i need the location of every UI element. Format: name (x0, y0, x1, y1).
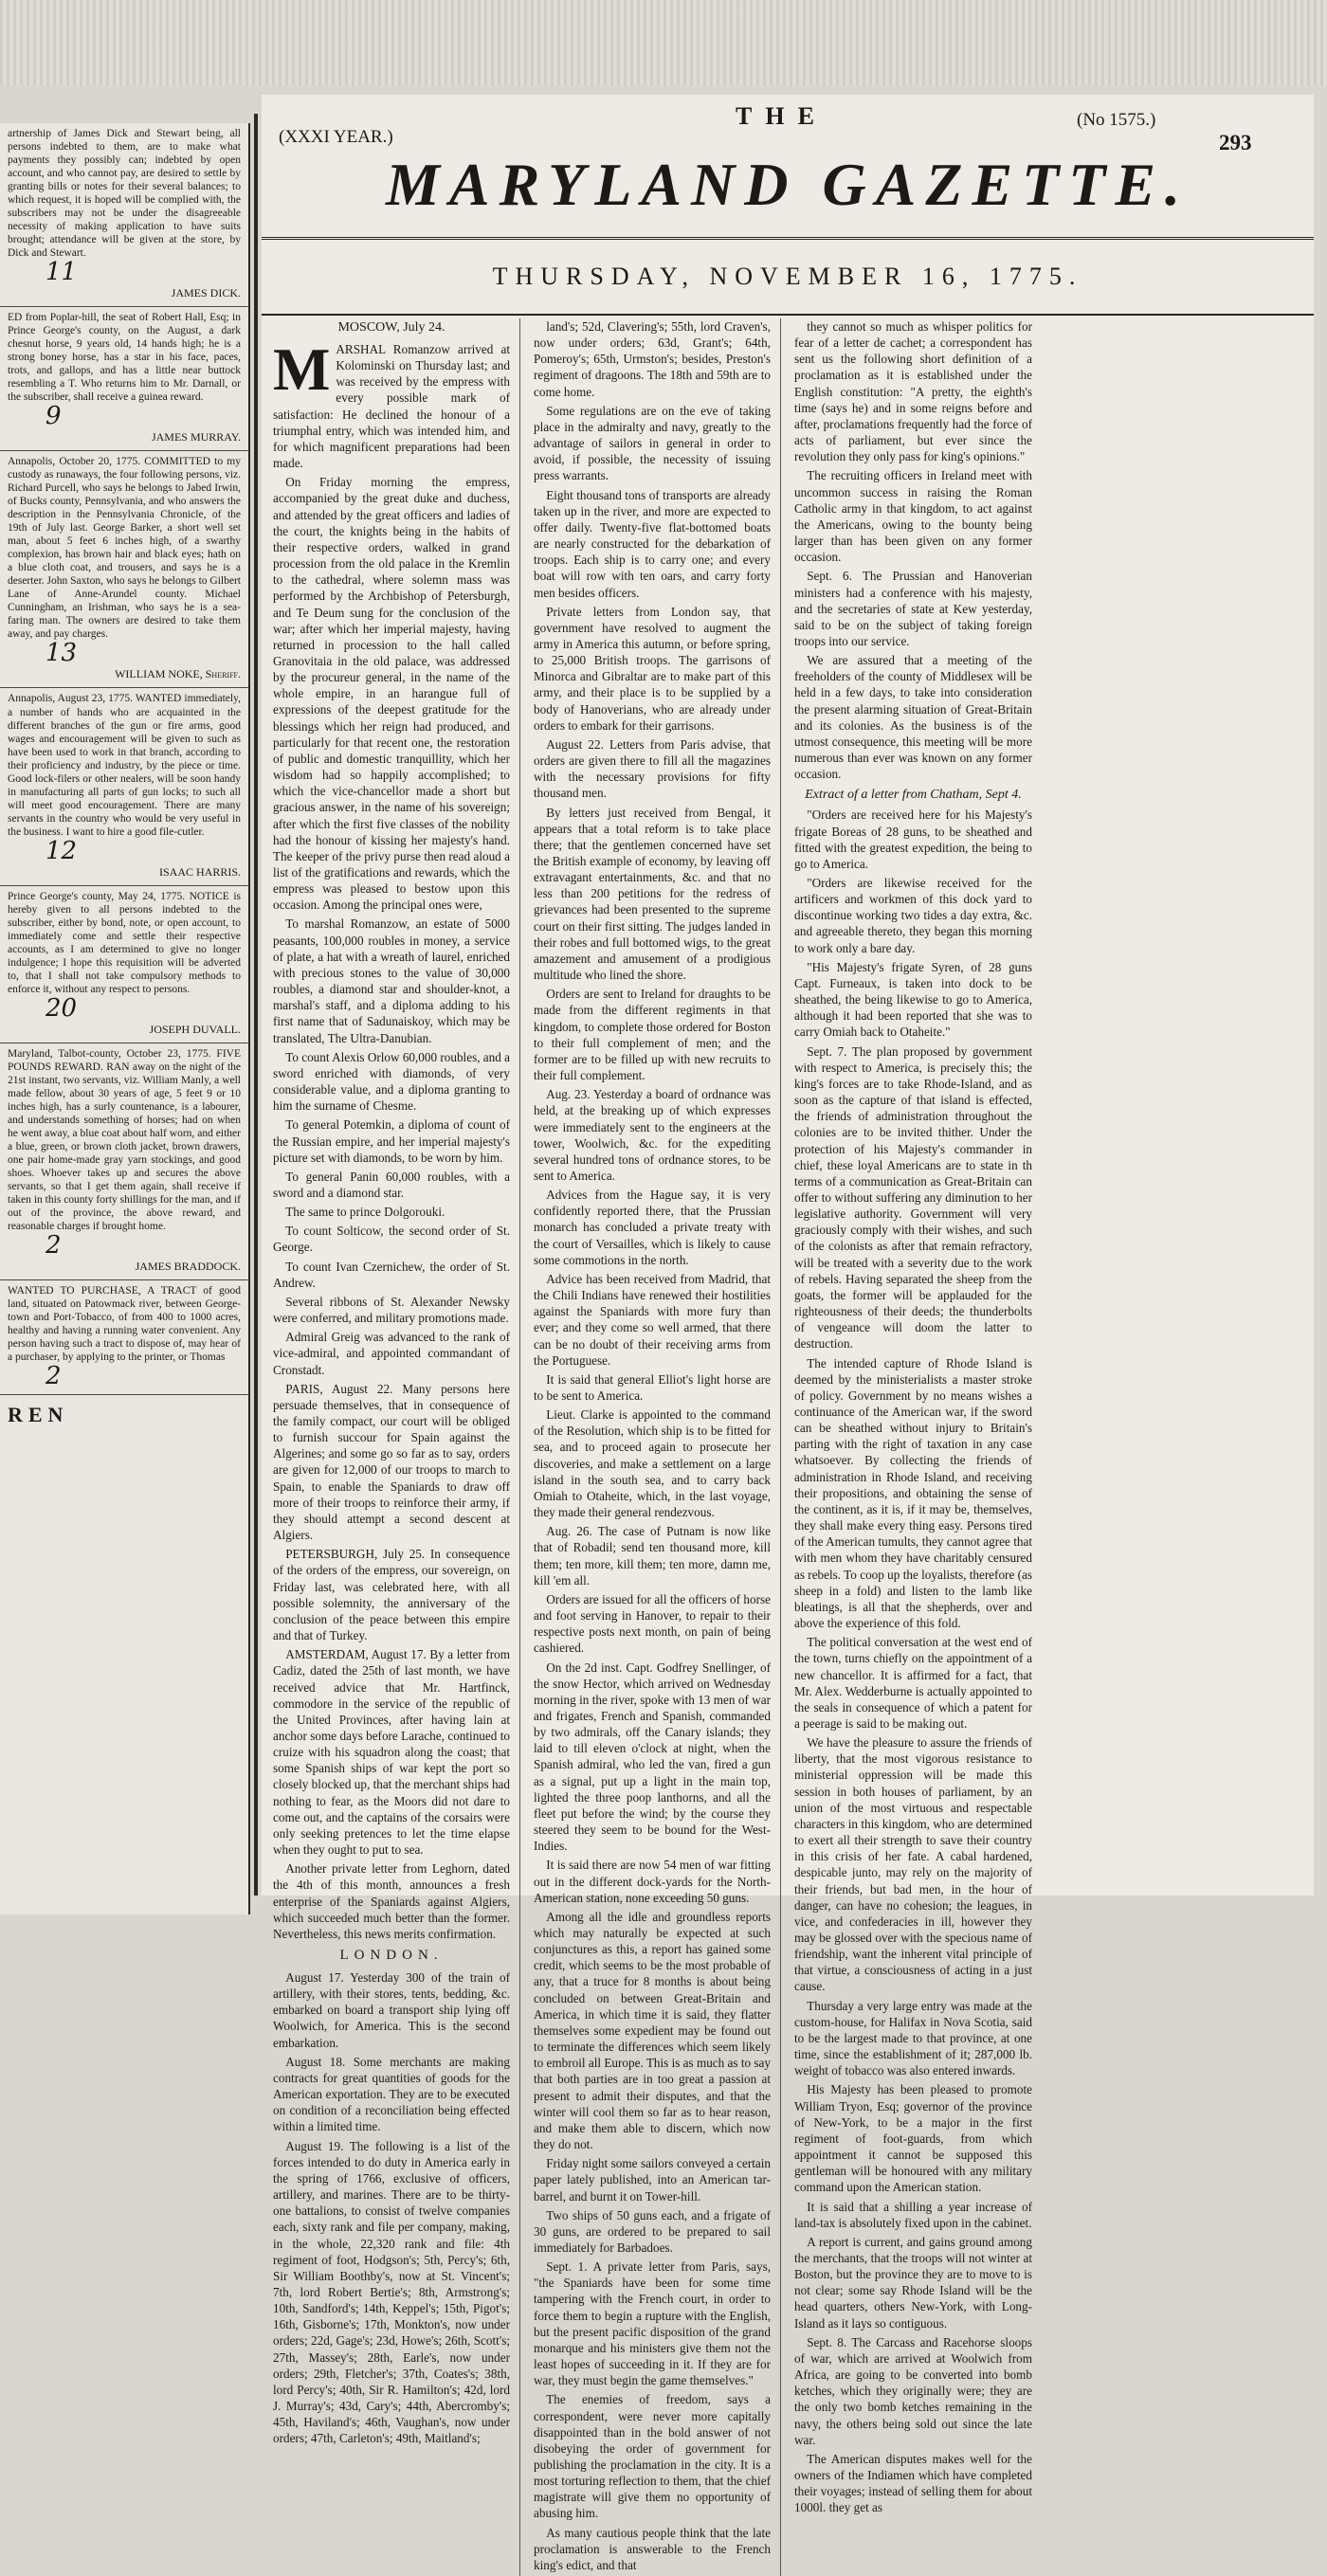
article-paragraph: Sept. 7. The plan proposed by government with respect to America, is precisely this; the king's forces are to take Rhode-Island, and as soon as the capture of that island is effected, the friends of administration throughout the colonies are to be invited thither. Under the protection of his Majesty's commander in chief, these loyal Americans are to state in th terms of a communication as Great-Britain can offer to without suffering any diminution to her legislative authority. Government will very graciously comply with their wishes, and such of the colonists as after that remain refractory, will be treated with a severity due to the work of rebels. Having separated the sheep from the goats, the former will be applauded for the righteousness of their deeds; the thunderbolts of vengeance will doom the latter to destruction. (794, 1043, 1032, 1351)
article-paragraph: It is said that a shilling a year increase of land-tax is absolutely fixed upon in the cabinet. (794, 2199, 1032, 2230)
article-paragraph: "Orders are received here for his Majesty's frigate Boreas of 28 guns, to be sheathed and fitted with the greatest expedition, the being to go to America. (794, 807, 1032, 871)
article-paragraph: The political conversation at the west end of the town, turns chiefly on the appointment of a new chancellor. It is affirmed for a fact, that Mr. Alex. Wedderburne is actually appointed to the seals in consequence of which a patent for a peerage is said to be making out. (794, 1635, 1032, 1731)
advertisement (0, 1043, 248, 1280)
issue-number: (No 1575.) (1077, 110, 1156, 130)
article-paragraph: On the 2d inst. Capt. Godfrey Snellinger, of the snow Hector, which arrived on Wednesday morning in the river, spoke with 13 men of war and frigates, French and Spanish, commanded by two admirals, off the Canary islands; they laid to till eleven o'clock at night, when the Spanish admiral, who led the van, fired a gun as a signal, put up a light in the main top, lighted the three poop lanthorns, and all the fleet put before the wind; by the course they steered they seem to be bound for the West-Indies. (534, 1660, 771, 1854)
article-paragraph: It is said there are now 54 men of war fitting out in the different dock-yards for the North-American station, none exceeding 50 guns. (534, 1858, 771, 1905)
article-paragraph: "Orders are likewise received for the artificers and workmen of this dock yard to discontinue working two tides a day extra, &c. and agreeable thereto, they began this morning to work only a bare day. (794, 876, 1032, 955)
article-paragraph: Sept. 8. The Carcass and Racehorse sloops of war, which are arrived at Woolwich from Africa, are going to be converted into bomb ketches, which they originally were; they are the only two bomb ketches remaining in the navy, the others being sold out since the late war. (794, 2334, 1032, 2447)
article-paragraph: Lieut. Clarke is appointed to the command of the Resolution, which ship is to be fitted for sea, and to proceed again to prosecute her discoveries, and make a settlement on a large island in the south sea, and to carry back Omiah to Otaheite, which, in the last voyage, they made their general rendezvous. (534, 1407, 771, 1520)
article-paragraph: Sept. 1. A private letter from Paris, says, "the Spaniards have been for some time tampering with the French court, in order to force them to begin a rupture with the English, but the present pacific disposition of the grand monarque and his ministers give them not the least hopes of succeeding in it. If they are for war, they must begin the game themselves." (534, 2259, 771, 2388)
gazette-page (262, 95, 1314, 2572)
chatham-extract-heading: Extract of a letter from Chatham, Sept 4. (805, 788, 1022, 803)
advertisement-signature: JAMES DICK. (171, 286, 241, 300)
advertisement (0, 1280, 248, 1395)
advertisement-signature: ISAAC HARRIS. (158, 864, 241, 879)
article-paragraph: Another private letter from Leghorn, dated the 4th of this month, announces a fresh enterprise of the Spaniards against Algiers, which succeeded much better than the former. Nevertheless, this news merits confirmation. (273, 1861, 510, 1941)
handwritten-number: 20 (45, 993, 78, 1023)
article-paragraph: To general Panin 60,000 roubles, with a sword and a diamond star. (273, 1169, 510, 1200)
column-3-paragraphs (794, 318, 1032, 782)
article-paragraph: A report is current, and gains ground among the merchants, that the troops will not winter at Boston, but the province they are to move to is not clear; some say Rhode Island will be the head quarters, others New-York, with Long-Island as it lays so contiguous. (794, 2234, 1032, 2331)
article-paragraph: Friday night some sailors conveyed a certain paper lately published, into an American tar-barrel, and burnt it on Tower-hill. (534, 2156, 771, 2204)
advertisement (0, 886, 248, 1043)
article-paragraph: Orders are issued for all the officers of horse and foot serving in Hanover, to repair to their respective posts next month, on pain of being cashiered. (534, 1591, 771, 1656)
article-paragraph: To count Alexis Orlow 60,000 roubles, and a sword enriched with diamonds, of very considerable value, and a diploma granting to him the surname of Chesme. (273, 1049, 510, 1114)
advertisement-signature: JAMES BRADDOCK. (135, 1260, 241, 1273)
handwritten-number: 2 (45, 1231, 62, 1260)
column-1-paragraphs (273, 474, 510, 1942)
article-paragraph: PARIS, August 22. Many persons here persuade themselves, that in consequence of the family compact, our court will be obliged to furnish succour for Spain against the Algerines; and some go so far as to say, orders are given for 12,000 of our troops to march to Spain, to enable the Spaniards to draw off more of their troops to reinforce their army, if they should attempt a second descent at Algiers. (273, 1381, 510, 1543)
drop-cap: M (273, 336, 331, 403)
handwritten-number: 13 (45, 639, 78, 668)
article-paragraph: August 17. Yesterday 300 of the train of artillery, with their stores, tents, bedding, &c. embarked on board a transport ship lying off Woolwich, for America. This is the second embarkation. (273, 1970, 510, 2050)
advertisement-text: artnership of James Dick and Stewart being, all persons indebted to them, are to make what payments they possibly can; indebted by open account, and who cannot pay, are desired to settle by granting bills or notes for their several balances; to which request, it is hoped will be complied with, the subscribers may not be under the disagreeable necessity of making application to have suits brought; attendance will be given at the store, by Dick and Stewart. (8, 128, 241, 260)
column-1-london-paragraphs (273, 1969, 510, 2447)
column-2-paragraphs (534, 318, 771, 2573)
advertisement (0, 688, 248, 885)
advertisement-text: Prince George's county, May 24, 1775. NOTICE is hereby given to all persons indebted to the subscriber, either by bond, note, or open account, to immediately come and settle their respective accounts, as I am determined to give no longer indulgence; I hope this requisition will be adverted to, that I shall not take compulsory methods to enforce it, without any respect to persons. (8, 890, 241, 995)
article-paragraph: "His Majesty's frigate Syren, of 28 guns Capt. Furneaux, is taken into dock to be sheathed, the being likewise to go to America, although it had been reported that she was to carry Omiah back to Otaheite." (794, 959, 1032, 1040)
advertisement (0, 451, 248, 688)
column-3 (794, 318, 1042, 2576)
article-paragraph: Several ribbons of St. Alexander Newsky were conferred, and military promotions made. (273, 1294, 510, 1326)
advertisement-signature: JAMES MURRAY. (151, 430, 241, 444)
article-paragraph: His Majesty has been pleased to promote William Tryon, Esq; governor of the province of New-York, to be a major in the first regiment of foot-guards, from which appointment it cannot be supposed this gentleman will be honoured with any military command upon the American station. (794, 2082, 1032, 2195)
article-paragraph: As many cautious people think that the late proclamation is answerable to the French king's edict, and that (534, 2525, 771, 2572)
article-paragraph: On Friday morning the empress, accompanied by the great duke and duchess, and attended by the great officers and ladies of the court, the knights being in the habits of their respective orders, walked in grand procession from the old palace in the Kremlin to the cathedral, where solemn mass was performed by the Archbishop of Petersburgh, and Te Deum sung for the conclusion of the war; after which her imperial majesty, having returned in procession to the hall called Granovitaia in the old palace, was addressed by the procureur general, in the name of the whole empire, in an harangue full of expressions of the deepest gratitude for the blessings which her reign had produced, and particularly for that recent one, the restoration of public and domestic tranquillity, which her wisdom had so happily accomplished; to which the vice-chancellor made a short but gracious answer, in the name of his sovereign; after which the first five classes of the nobility had the honour of kissing her majesty's hand. The keeper of the privy purse then read aloud a list of the gratifications and rewards, which the empress was pleased to bestow upon this occasion. Among the principal ones were, (273, 475, 510, 913)
handwritten-number: 12 (45, 836, 78, 865)
handwritten-number: 9 (45, 402, 62, 431)
article-paragraph: We are assured that a meeting of the freeholders of the county of Middlesex will be held in a few days, to take into consideration the present alarming situation of Great-Britain and its colonies. As the business is of the utmost consequence, this meeting will be more numerous than ever was known on any former occasion. (794, 653, 1032, 782)
article-paragraph: To count Solticow, the second order of St. George. (273, 1224, 510, 1255)
london-heading: LONDON. (339, 1948, 444, 1963)
the-label: THE (736, 102, 827, 130)
advertisement-text: WANTED TO PURCHASE, A TRACT of good land, situated on Patowmack river, between George-town and Port-Tobacco, of from 400 to 1000 acres, healthy and having a running water convenient. Any person having such a tract to dispose of, may hear of a purchaser, by applying to the printer, or Thomas (8, 1285, 241, 1364)
article-paragraph: August 22. Letters from Paris advise, that orders are given there to fill all the magazines with the necessary provisions for fifty thousand men. (534, 736, 771, 801)
article-paragraph: Aug. 26. The case of Putnam is now like that of Robadil; send ten thousand more, kill them; ten more, kill them; ten more, damn me, kill 'em all. (534, 1524, 771, 1587)
page-gutter (254, 114, 258, 1896)
article-paragraph: The same to prince Dolgorouki. (285, 1205, 445, 1220)
advertisement (0, 307, 248, 451)
article-paragraph: AMSTERDAM, August 17. By a letter from Cadiz, dated the 25th of last month, we have received advice that Mr. Hartfinck, commodore in the service of the republic of the United Provinces, after having lain at anchor some days before Larache, continued to cruize with his squadron along the coast; that some Spanish ships of war kept the port so closely blocked up, that the merchant ships had nothing to fear, as the Moors did not dare to come out, and the captains of the corsairs were only seeking pretences to let the time elapse when they ought to put to sea. (273, 1647, 510, 1858)
advertisement-text: Annapolis, August 23, 1775. WANTED immediately, a number of hands who are acquainted in the different branches of the gun or fire arms, good wages and encouragement will be given to such as have been used to work in that branch, according to their proficiency and industry, by the piece or time. Good lock-filers or other nealers, will be soon handy in manufacturing all parts of gun locks; to such all will meet good encouragement. There are many servants in the country who would be very useful in the business. I want to hire a good file-cutler. (8, 693, 241, 838)
column-1 (273, 318, 520, 2576)
lead-paragraph (273, 336, 510, 471)
article-paragraph: The intended capture of Rhode Island is deemed by the ministerialists a master stroke of policy. Government by no means wishes a continuance of the American war, if the sword can be sheathed without injury to Britain's parting with the right of taxation in any case whatsoever. By collecting the friends of administration in Rhode Island, and receiving their propositions, and obtaining the sense of the continent, as it is, if it may be, themselves, they shall make every thing easy. Persons tired of the American tumults, they cannot agree that with men whom they have charitably censured as rebels. To coop up the loyalists, therefore (as sheep in a fold) and listen to the lamb like bleatings, is all that the shepherds, over and above the experience of this fold. (794, 1355, 1032, 1631)
article-paragraph: Admiral Greig was advanced to the rank of vice-admiral, and appointed commandant of Cronstadt. (273, 1330, 510, 1377)
left-page-fragment (0, 123, 250, 1914)
column-3-extract-paragraphs (794, 807, 1032, 2515)
advertisement-signature: WILLIAM NOKE, Sheriff. (115, 667, 241, 681)
article-paragraph: land's; 52d, Clavering's; 55th, lord Craven's, now under orders; 63d, Grant's; 64th, Pomeroy's; 65th, Urmston's; besides, Preston's regiment of dragoons. The 18th and 59th are to come home. (534, 319, 771, 399)
handwritten-number: 2 (45, 1362, 62, 1391)
page-number: 293 (1219, 131, 1252, 154)
scan-margin (0, 0, 1327, 85)
article-paragraph: The American disputes makes well for the owners of the Indiamen which have completed their voyages; instead of selling them for about 1000l. they get as (794, 2451, 1032, 2515)
article-paragraph: Sept. 6. The Prussian and Hanoverian ministers had a conference with his majesty, and the secretaries of state at Kew yesterday, said to be on the subject of taking foreign troops into our service. (794, 569, 1032, 648)
article-paragraph: August 18. Some merchants are making contracts for great quantities of goods for the American exportation. They are to be executed on condition of a reconciliation being effected within a limited time. (273, 2054, 510, 2134)
article-paragraph: Aug. 23. Yesterday a board of ordnance was held, at the breaking up of which expresses were immediately sent to the engineers at the tower, Woolwich, &c. for the expediting several hundred tons of ordnance stores, to be sent to America. (534, 1087, 771, 1183)
article-paragraph: The enemies of freedom, says a correspondent, were never more capitally disappointed than in the bold answer of not disobeying the order of government for publishing the proclamation in the city. It is a most torturing reflection to them, that the chief magistrate will give them no opportunity of abusing him. (534, 2392, 771, 2521)
article-paragraph: Among all the idle and groundless reports which may naturally be expected at such conjunctures as this, a report has gained some credit, which seems to be the most probable of any, that a truce for 8 months is about being concluded on between Great-Britain and America, in which time it is said, they flatter themselves some expedient may be found out to terminate the differences which seem likely to embroil all Europe. This is as much as to say that both parties are in too great a passion at present to admit their disputes, and that the winter will cool them so far as to hear reason, and make them able to discern, which now they do not. (534, 1909, 771, 2152)
advertisement-text: Maryland, Talbot-county, October 23, 1775. FIVE POUNDS REWARD. RAN away on the night of the 21st instant, two servants, viz. William Manly, a well made fellow, about 30 years of age, 5 feet 9 or 10 inches high, has a surly countenance, is a labourer, and understands something of horses; had on when he went away, a blue coat about half worn, and either a blue, green, or brown cloth jacket, brown drawers, one pair home-made gray yarn stockings, and good shoes. Whoever takes up and secures the above servants, so that I get them again, shall receive if taken in this county forty shillings for the man, and if out of the province, the above reward, and reasonable charges if brought home. (8, 1047, 241, 1232)
article-paragraph: The recruiting officers in Ireland meet with uncommon success in raising the Roman Catholic army in that kingdom, to act against the Americans, owing to the bounty being larger than has been given on any former occasion. (794, 468, 1032, 565)
left-page-bottom-text: REN (8, 1403, 69, 1427)
article-paragraph: We have the pleasure to assure the friends of liberty, that the most vigorous resistance to ministerial oppression will be made this session in both houses of parliament, by an union of the most virtuous and respectable characters in this kingdom, who are determined to exert all their strength to save their country in this crisis of her fate. A cabal hardened, despicable junto, may rely on the majority of their friends, but bad men, in the hour of danger, can have no cohesion; the leagues, in vice, and confederacies in ill, however they may be glossed over with the specious name of friendship, want the inherent vital principle of that virtue, a consciousness of acting in a just cause. (794, 1735, 1032, 1994)
article-paragraph: August 19. The following is a list of the forces intended to do duty in America early in the spring of 1766, exclusive of officers, artillery, and marines. There are to be thirty-one battalions, to consist of twelve companies each, sixty rank and file per company, making, in the whole, 22,320 rank and file: 4th regiment of foot, Hodgson's; 5th, Percy's; 6th, Sir William Boothby's, now at St. Vincent's; 7th, lord Robert Bertie's; 8th, Armstrong's; 10th, Sandford's; 14th, Keppel's; 15th, Pigot's; 16th, Gisborne's; 17th, Monkton's, now under orders; 22d, Gage's; 23d, Howe's; 26th, Scott's; 27th, Massey's; 28th, Earle's, now under orders; 29th, Fletcher's; 37th, Coates's; 38th, lord Percy's; 40th, Sir R. Hamilton's; 42d, lord J. Murray's; 43d, Cary's; 44th, Abercromby's; 45th, Haviland's; 46th, Vaughan's, now under orders; 47th, Carleton's; 49th, Maitland's; (273, 2138, 510, 2446)
advertisement (0, 123, 248, 307)
handwritten-number: 11 (45, 258, 78, 287)
lead-text: ARSHAL Romanzow arrived at Kolominski on Thursday last; and was received by the empress with every possible mark of satisfaction: He declined the honour of a triumphal entry, which was intended him, and for which magnificent preparations had been made. (273, 342, 510, 471)
article-columns (273, 318, 1302, 2572)
article-paragraph: Thursday a very large entry was made at the custom-house, for Halifax in Nova Scotia, said to be the largest made to that province, at one time, since the establishment of it; 287,000 lb. weight of tobacco was also entered inwards. (794, 1998, 1032, 2078)
article-paragraph: To marshal Romanzow, an estate of 5000 peasants, 100,000 roubles in money, a service of plate, a hat with a wreath of laurel, enriched with precious stones to the value of 30,000 roubles, a diamond star and shoulder-knot, a marshal's staff, and a diploma adding to his first name that of Sadunaiskoy, which may be translated, The Ultra-Danubian. (273, 916, 510, 1045)
moscow-dateline: MOSCOW, July 24. (337, 320, 445, 335)
article-paragraph: Advice has been received from Madrid, that the Chili Indians have renewed their hostilities against the Spaniards with more fury than ever; and they come so well armed, that there can be no doubt of their receiving arms from the Portuguese. (534, 1271, 771, 1368)
article-paragraph: Eight thousand tons of transports are already taken up in the river, and more are expected to offer daily. Twenty-five flat-bottomed boats are nearly constructed for the debarkation of troops. Each ship is to carry one; and every boat will row with ten oars, and carry forty men besides officers. (534, 487, 771, 600)
article-paragraph: Advices from the Hague say, it is very confidently reported there, that the Prussian monarch has concluded a private treaty with the court of Versailles, which is likely to cause some commotions in the north. (534, 1188, 771, 1267)
article-paragraph: To general Potemkin, a diploma of count of the Russian empire, and her imperial majesty's picture set with diamonds, to be worn by him. (273, 1117, 510, 1165)
article-paragraph: To count Ivan Czernichew, the order of St. Andrew. (273, 1259, 510, 1290)
article-paragraph: By letters just received from Bengal, it appears that a total reform is to take place there; that the gentlemen concerned have set the British example of economy, by leaving off extravagant entertainments, &c. and that no less than 200 petitions for the redress of grievances had been presented to the supreme court on their first sitting. The judges landed in their robes and full bottomed wigs, to the great amazement and amusement of a prodigious multitude who lined the shore. (534, 805, 771, 983)
advertisement-signature: JOSEPH DUVALL. (149, 1022, 241, 1036)
issue-date: THURSDAY, NOVEMBER 16, 1775. (262, 240, 1314, 316)
column-2 (534, 318, 781, 2576)
article-paragraph: Some regulations are on the eve of taking place in the admiralty and navy, greatly to the advantage of sailors in general in order to avoid, if possible, the necessity of issuing press warrants. (534, 403, 771, 483)
article-paragraph: It is said that general Elliot's light horse are to be sent to America. (534, 1371, 771, 1403)
article-paragraph: Private letters from London say, that government have resolved to augment the army in America this autumn, or before spring, to 25,000 British troops. The garrisons of Minorca and Gibraltar are to make part of this army, and their place is to be supplied by a body of Hanoverians, who are already under orders to embark for their garrisons. (534, 604, 771, 733)
article-paragraph: PETERSBURGH, July 25. In consequence of the orders of the empress, our sovereign, on Friday last, was celebrated here, with all possible solemnity, the anniversary of the conclusion of the peace between this empire and that of Turkey. (273, 1547, 510, 1643)
paper-title: MARYLAND GAZETTE. (386, 151, 1190, 218)
article-paragraph: Two ships of 50 guns each, and a frigate of 30 guns, are ordered to be prepared to sail immediately for Barbadoes. (534, 2207, 771, 2255)
year-label: (XXXI YEAR.) (279, 127, 393, 147)
advertisement-text: Annapolis, October 20, 1775. COMMITTED to my custody as runaways, the four following persons, viz. Richard Purcell, who says he belongs to Jabed Irwin, of Bucks county, Pennsylvania, and who answers the description in the Pennsylvania Chronicle, of the 19th of July last. George Barker, a short well set man, about 5 feet 6 inches high, of a swarthy complexion, has brown hair and black eyes; hath on a blue cloth coat, and trousers, and says he is a deserter. John Saxton, who says he belongs to Gilbert Lane of Anne-Arundel county. Michael Cunningham, an Irishman, who says he is a sea-faring man. The owners are desired to take them away, and pay charges. (8, 456, 241, 641)
advertisement-text: ED from Poplar-hill, the seat of Robert Hall, Esq; in Prince George's county, on the August, a dark chesnut horse, 9 years old, 14 hands high; he is a strong boney horse, has a star in his face, paces, trots, and gallops, and has a little near buttock resembling a T. Who returns him to Mr. Darnall, or the subscriber, shall receive a guinea reward. (8, 312, 241, 404)
masthead (262, 95, 1314, 240)
article-paragraph: they cannot so much as whisper politics for fear of a letter de cachet; a correspondent has sent us the following short definition of a proclamation as it is established under the English constitution: "A pretty, the eighth's time (says he) and in some reigns before and after, proclamations frequently had the force of acts of parliament, but ever since the revolution they only pass for king's opinions." (794, 319, 1032, 464)
article-paragraph: Orders are sent to Ireland for draughts to be made from the different regiments in that kingdom, to complete those ordered for Boston to their full complement of men; and the former are to be filled up with new recruits to their full complement. (534, 987, 771, 1083)
